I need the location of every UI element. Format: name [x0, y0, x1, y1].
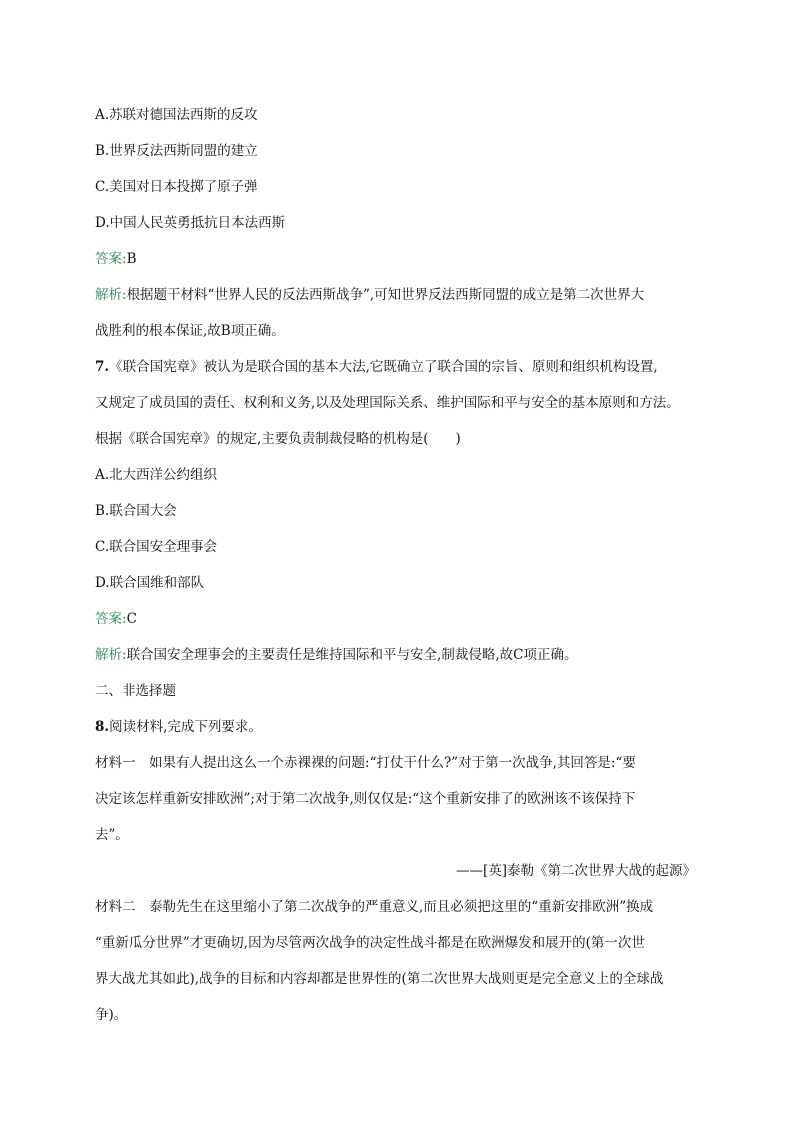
material1-line-1: 材料一 如果有人提出这么一个赤裸裸的问题:“打仗干什么?”对于第一次战争,其回答是:“要 — [95, 755, 636, 771]
material1-source: ——[英]泰勒《第二次世界大战的起源》 — [455, 863, 696, 879]
material1-line-2: 决定该怎样重新安排欧洲”;对于第二次战争,则仅仅是:“这个重新安排了的欧洲该不该保持下 — [95, 791, 636, 807]
q7-option-a: A.北大西洋公约组织 — [95, 467, 218, 483]
answer-value: C — [126, 611, 137, 627]
analysis-text: 联合国安全理事会的主要责任是维持国际和平与安全,制裁侵略,故C项正确。 — [126, 647, 578, 663]
material2-line-2: “重新瓜分世界”才更确切,因为尽管两次战争的决定性战斗都是在欧洲爆发和展开的(第一次世 — [95, 935, 645, 951]
q6-option-a: A.苏联对德国法西斯的反攻 — [95, 107, 258, 123]
analysis-label: 解析: — [95, 647, 127, 663]
q8-stem — [95, 718, 262, 736]
question-number: 7. — [95, 359, 110, 375]
question-number: 8. — [95, 719, 110, 735]
analysis-label: 解析: — [95, 287, 127, 303]
q7-stem-line-2: 又规定了成员国的责任、权利和义务,以及处理国际关系、维护国际和平与安全的基本原则和方法。 — [95, 395, 680, 411]
section-heading: 二、非选择题 — [95, 683, 176, 699]
q7-answer — [95, 610, 137, 628]
material2-line-4: 争)。 — [95, 1007, 128, 1023]
q7-option-b: B.联合国大会 — [95, 503, 177, 519]
material2-line-3: 界大战尤其如此),战争的目标和内容却都是世界性的(第二次世界大战则更是完全意义上的全球战 — [95, 971, 664, 987]
q7-stem-line-1 — [95, 358, 658, 376]
answer-value: B — [126, 251, 137, 267]
q7-stem-line-3: 根据《联合国宪章》的规定,主要负责制裁侵略的机构是( ) — [95, 431, 461, 447]
material2-line-1: 材料二 泰勒先生在这里缩小了第二次战争的严重意义,而且必须把这里的“重新安排欧洲”换成 — [95, 899, 654, 915]
answer-label: 答案: — [95, 611, 127, 627]
q6-analysis-line-1 — [95, 286, 644, 304]
q7-option-d: D.联合国维和部队 — [95, 575, 205, 591]
q6-option-b: B.世界反法西斯同盟的建立 — [95, 143, 258, 159]
analysis-text: 根据题干材料“世界人民的反法西斯战争”,可知世界反法西斯同盟的成立是第二次世界大 — [126, 287, 645, 303]
question-stem: 阅读材料,完成下列要求。 — [109, 719, 262, 735]
material1-line-3: 去”。 — [95, 827, 129, 843]
q7-analysis — [95, 646, 577, 664]
question-stem: 《联合国宪章》被认为是联合国的基本大法,它既确立了联合国的宗旨、原则和组织机构设置, — [109, 359, 658, 375]
q6-option-c: C.美国对日本投掷了原子弹 — [95, 179, 258, 195]
q6-answer — [95, 250, 136, 268]
q6-analysis-line-2: 战胜利的根本保证,故B项正确。 — [95, 323, 285, 339]
answer-label: 答案: — [95, 251, 127, 267]
q6-option-d: D.中国人民英勇抵抗日本法西斯 — [95, 215, 286, 231]
q7-option-c: C.联合国安全理事会 — [95, 539, 218, 555]
